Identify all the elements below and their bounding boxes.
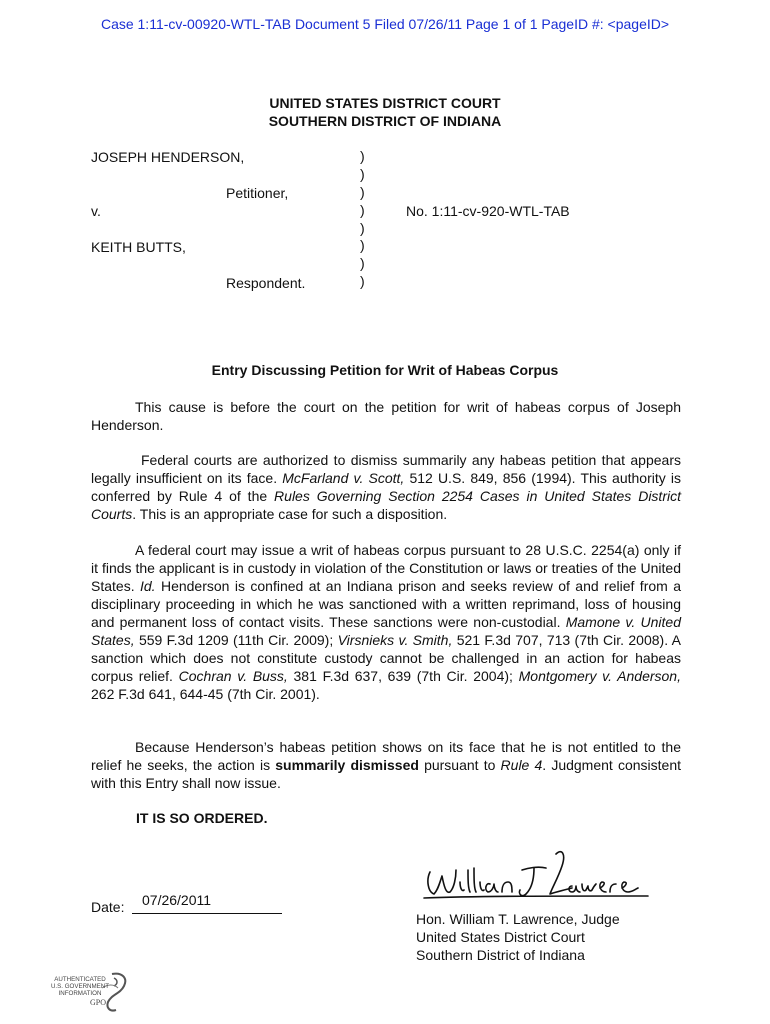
seal-line-3: INFORMATION <box>58 990 102 997</box>
paragraph-4 <box>91 738 681 792</box>
order-statement: IT IS SO ORDERED. <box>136 810 268 826</box>
date-label: Date: <box>91 899 125 915</box>
paragraph-3-text: 521 F.3d 707, 713 (7th Cir. 2008). A sanction which does not constitute custody cannot be challenged in an action for habeas corpus relief. <box>91 632 681 684</box>
paragraph-3-text: 559 F.3d 1209 (11th Cir. 2009); <box>134 632 338 648</box>
seal-line-1: AUTHENTICATED <box>54 976 106 983</box>
gpo-eagle-icon <box>42 968 132 1016</box>
caption-paren: ) <box>360 148 365 164</box>
court-name: UNITED STATES DISTRICT COURT <box>269 95 501 111</box>
respondent-name: KEITH BUTTS, <box>91 239 186 255</box>
paragraph-4-text: pursuant to <box>418 757 501 773</box>
caption-paren: ) <box>360 165 365 182</box>
judge-signature <box>416 846 656 906</box>
entry-title: Entry Discussing Petition for Writ of Habeas Corpus <box>211 362 559 378</box>
filing-header-stamp: Case 1:11-cv-00920-WTL-TAB Document 5 Filed 07/26/11 Page 1 of 1 PageID #: <pageID> <box>100 16 670 32</box>
court-district: SOUTHERN DISTRICT OF INDIANA <box>268 113 502 129</box>
paragraph-2-text: Federal courts are authorized to dismiss summarily any habeas petition that appears legally insufficient on its face. <box>91 452 681 486</box>
rule-reference: Rule 4 <box>500 757 543 773</box>
seal-gpo: GPO <box>89 998 107 1007</box>
caption-paren: ) <box>360 201 365 218</box>
caption-paren: ) <box>360 183 365 200</box>
date-underline <box>132 913 282 914</box>
paragraph-3-text: A federal court may issue a writ of habeas corpus pursuant to 28 U.S.C. 2254(a) only if it finds the applicant is in custody in violation of the Constitution or laws or treaties of the United States. <box>91 542 681 594</box>
paragraph-2 <box>91 451 681 523</box>
petitioner-name: JOSEPH HENDERSON, <box>91 149 245 165</box>
citation-montgomery: Montgomery v. Anderson, <box>518 668 681 684</box>
paragraph-4-text: Because Henderson’s habeas petition shows on its face that he is not entitled to the relief he seeks, the action is <box>91 739 681 773</box>
date-value: 07/26/2011 <box>142 892 212 908</box>
citation-mamone: Mamone v. United States, <box>91 614 681 648</box>
seal-line-2: U.S. GOVERNMENT <box>50 983 110 990</box>
petitioner-role: Petitioner, <box>226 185 289 201</box>
paragraph-2-text: 512 U.S. 849, 856 (1994). This authority is conferred by Rule 4 of the <box>91 470 682 504</box>
judge-district: Southern District of Indiana <box>416 947 585 963</box>
disposition-emphasis: summarily dismissed <box>275 757 419 773</box>
judge-block <box>416 910 620 964</box>
paragraph-3-text: 262 F.3d 641, 644-45 (7th Cir. 2001). <box>91 686 320 702</box>
gpo-authentication-seal <box>42 968 132 1021</box>
citation-cochran: Cochran v. Buss, <box>178 668 288 684</box>
caption-paren: ) <box>360 273 365 290</box>
case-number: No. 1:11-cv-920-WTL-TAB <box>406 203 570 219</box>
paragraph-3-text: Henderson is confined at an Indiana prison and seeks review of and relief from a disciplinary proceeding in which he was sanctioned with a written reprimand, loss of housing and permanent loss of contact visits. These sanctions were non-custodial. <box>91 578 681 630</box>
paragraph-1-text: This cause is before the court on the petition for writ of habeas corpus of Joseph Henderson. <box>91 399 681 433</box>
citation-id: Id. <box>139 578 156 594</box>
paragraph-1 <box>91 398 681 434</box>
caption-paren: ) <box>360 255 365 272</box>
caption-paren: ) <box>360 219 365 236</box>
citation-virsnieks: Virsnieks v. Smith, <box>337 632 453 648</box>
court-heading <box>0 94 770 130</box>
respondent-role: Respondent. <box>226 275 306 291</box>
paragraph-4-text: . Judgment consistent with this Entry shall now issue. <box>91 757 681 791</box>
judge-court: United States District Court <box>416 929 585 945</box>
versus: v. <box>91 203 101 219</box>
paragraph-3-text: 381 F.3d 637, 639 (7th Cir. 2004); <box>287 668 519 684</box>
judge-name: Hon. William T. Lawrence, Judge <box>416 911 620 927</box>
paragraph-3 <box>91 541 681 703</box>
caption-parentheses <box>360 148 365 291</box>
paragraph-2-text: . This is an appropriate case for such a disposition. <box>132 506 448 522</box>
rules-reference: Rules Governing Section 2254 Cases in United States District Courts <box>91 488 681 522</box>
citation-mcfarland: McFarland v. Scott, <box>282 470 405 486</box>
caption-paren: ) <box>360 237 365 254</box>
